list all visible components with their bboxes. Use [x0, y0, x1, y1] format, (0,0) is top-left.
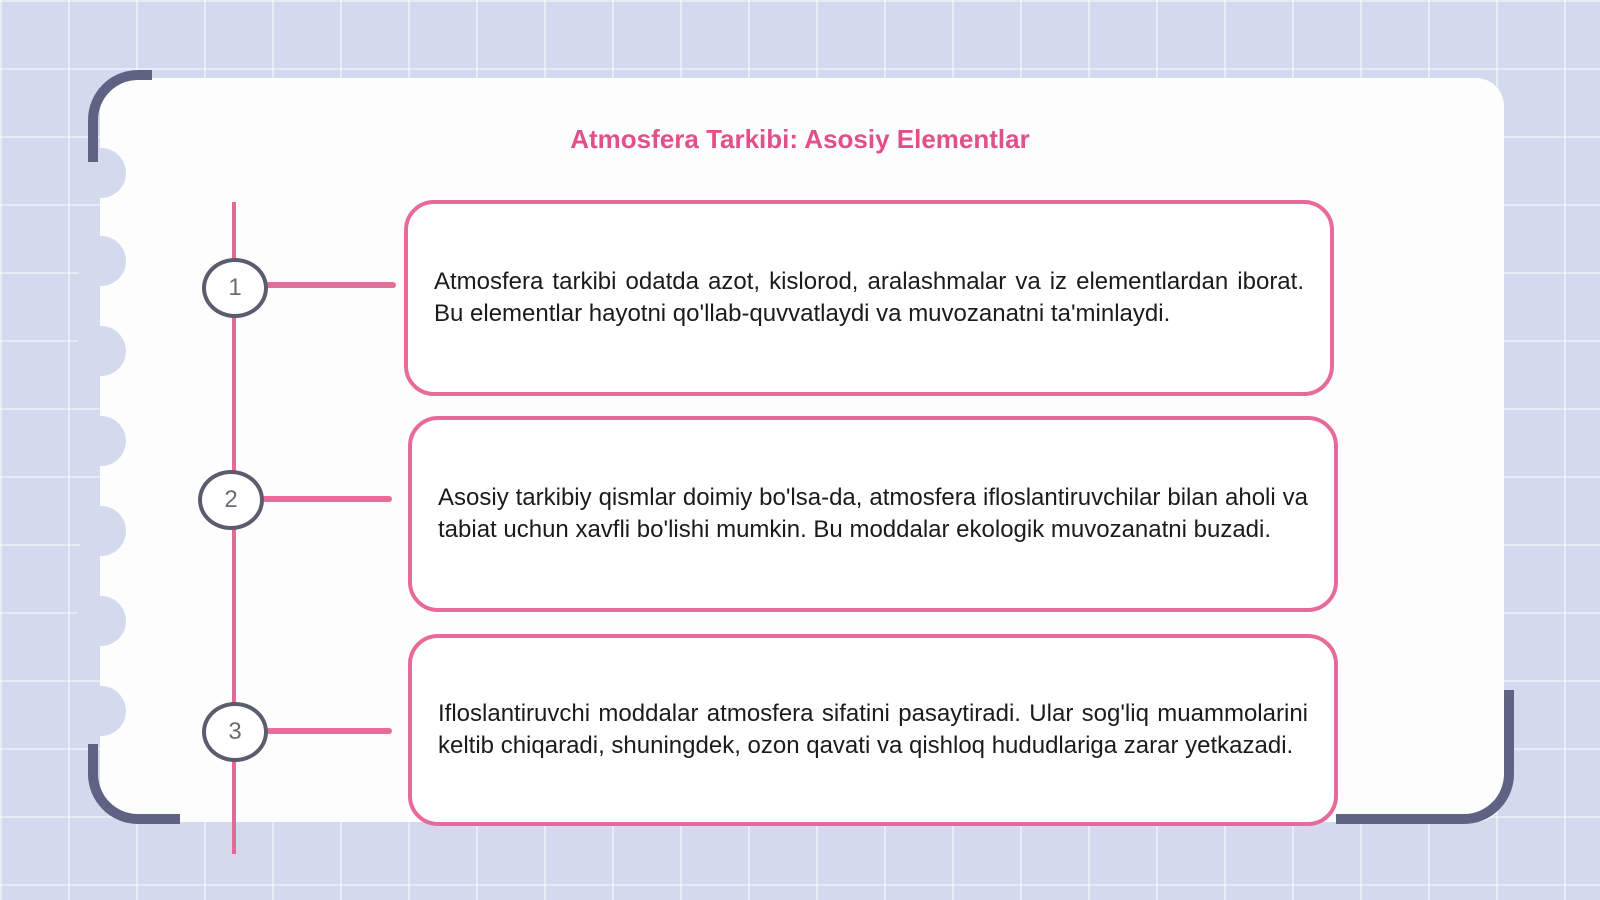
binder-notch	[76, 506, 126, 556]
timeline-connector-2	[262, 496, 392, 502]
timeline-step-number-3: 3	[202, 702, 268, 762]
binder-notch	[76, 326, 126, 376]
timeline-card-text-1: Atmosfera tarkibi odatda azot, kislorod, aralashmalar va iz elementlardan iborat. Bu elementlar hayotni qo'llab-quvvatlaydi va muvozanatni ta'minlaydi.	[434, 268, 1304, 327]
binder-notch	[76, 686, 126, 736]
frame-corner-bottom-left	[88, 744, 180, 824]
timeline-step-number-2: 2	[198, 470, 264, 530]
timeline-card-1	[404, 200, 1334, 396]
binder-notch	[76, 596, 126, 646]
timeline-card-3	[408, 634, 1338, 826]
frame-corner-bottom-right	[1336, 690, 1514, 824]
timeline-card-text-3: Ifloslantiruvchi moddalar atmosfera sifatini pasaytiradi. Ular sog'liq muammolarini keltib chiqaradi, shuningdek, ozon qavati va qishloq hududlariga zarar yetkazadi.	[438, 700, 1308, 759]
binder-notch	[76, 236, 126, 286]
slide-title: Atmosfera Tarkibi: Asosiy Elementlar	[570, 124, 1030, 154]
timeline-step-number-1: 1	[202, 258, 268, 318]
timeline-card-text-2: Asosiy tarkibiy qismlar doimiy bo'lsa-da, atmosfera ifloslantiruvchilar bilan aholi va tabiat uchun xavfli bo'lishi mumkin. Bu moddalar ekologik muvozanatni buzadi.	[438, 484, 1308, 543]
binder-notch	[76, 416, 126, 466]
timeline-connector-1	[266, 282, 396, 288]
timeline-card-2	[408, 416, 1338, 612]
timeline-connector-3	[266, 728, 392, 734]
